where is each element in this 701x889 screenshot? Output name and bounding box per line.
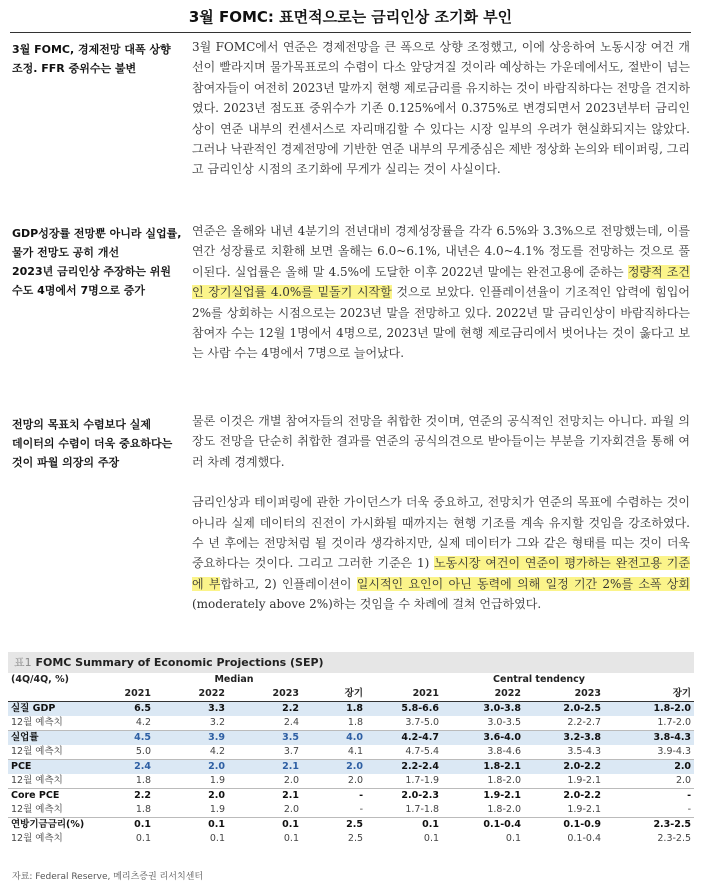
body-text: 금리인상과 테이퍼링에 관한 가이던스가 더욱 중요하고, 전망치가 연준의 목표에 수렴하는 것이 아니라 실제 데이터의 진전이 가시화될 때까지는 현행 기조를 계속 유지할 것임을 강조하였다. 수 년 후에는 전망처럼 될 것이라 생각하지만, 실제 데이터가 그와 같은 형태를 띠는 것이 더욱 중요하다는 것이다. 그리고 그러한 기준은 1) [192, 495, 690, 571]
highlighted-text: 정량적 조건인 장기실업률 4.0%를 밑돌기 시작할 [192, 264, 690, 300]
table-cell: 0.1 [384, 818, 442, 833]
table-cell: 2.2-2.4 [384, 760, 442, 775]
paragraph [192, 37, 690, 180]
body-text: 3월 FOMC에서 연준은 경제전망을 큰 폭으로 상향 조정했고, 이에 상응하여 노동시장 여건 개선이 빨라지며 물가목표로의 수렴이 다소 앞당겨질 것이라 예상하는 가운데에서도, 절반이 넘는 참여자들이 여전히 2023년 말까지 현행 제로금리를 유지하는 것이 바람직하다는 전망을 견지하였다. 2023년 점도표 중위수가 기존 0.125%에서 0.375%로 변경되면서 2023년부터 금리인상이 연준 내부의 컨센서스로 자리매김할 수 있다는 시장 일부의 우려가 현실화되지는 않았다. 그러나 낙관적인 경제전망에 기반한 연준 내부의 무게중심은 제반 정상화 논의와 테이퍼링, 그리고 금리인상 시점의 조기화에 무게가 실리는 것이 사실이다. [192, 40, 690, 177]
year-header: 2022 [442, 687, 524, 702]
table-cell: 0.1 [135, 833, 151, 844]
table-cell: 0.1 [154, 818, 228, 833]
table-cell: 4.2 [209, 746, 225, 757]
table-cell [366, 716, 384, 731]
table-cell [366, 774, 384, 789]
table-cell: 0.1-0.9 [524, 818, 604, 833]
table-cell: 1.7-1.9 [405, 775, 440, 786]
table-cell: 12월 예측치 [11, 717, 63, 728]
body-text: 연준은 올해와 내년 4분기의 전년대비 경제성장률을 각각 6.5%와 3.3%으로 전망했는데, 이를 연간 성장률로 치환해 보면 올해는 6.0~6.1%, 내년은 4.0~4.1% 정도를 전망하는 것으로 풀이된다. 실업률은 올해 말 4.5%에 도달한 이후 2022년 말에는 완전고용에 준하는 [192, 224, 690, 279]
highlighted-text: 노동시장 여건이 연준이 평가하는 완전고용 기준에 부 [192, 556, 690, 591]
table-cell [366, 818, 384, 833]
table-cell: 3.0-3.5 [487, 717, 522, 728]
table-cell: 4.2 [135, 717, 151, 728]
table-cell: 0.1 [505, 833, 522, 844]
table-row-prev-forecast [8, 832, 694, 846]
side-note-3 [12, 415, 182, 472]
table-header-years [8, 687, 694, 702]
table-cell [366, 789, 384, 804]
body-section-1 [192, 37, 690, 180]
table-cell: 5.0 [135, 746, 151, 757]
table-cell: 1.8 [135, 804, 151, 815]
table-row [8, 789, 694, 804]
table-row-prev-forecast [8, 745, 694, 760]
table-cell: 0.1 [209, 833, 225, 844]
table-cell: 0.1 [228, 818, 302, 833]
side-note-line: 전망의 목표치 수렴보다 실제 [12, 418, 151, 431]
table-row [8, 818, 694, 833]
table-cell: 1.8-2.1 [442, 760, 524, 775]
table-cell: 1.7-2.0 [657, 717, 692, 728]
table-cell: 4.7-5.4 [405, 746, 440, 757]
year-header: 2021 [384, 687, 442, 702]
table-cell: 2.0-2.2 [524, 760, 604, 775]
table-cell: 2.0 [604, 760, 694, 775]
table-cell: - [359, 804, 364, 815]
table-cell: 4.0 [302, 731, 366, 746]
side-note-line: 2023년 금리인상 주장하는 위원 [12, 265, 171, 278]
table-cell: 12월 예측치 [11, 804, 63, 815]
sep-table [8, 673, 694, 846]
table-cell [366, 832, 384, 846]
table-cell [366, 803, 384, 818]
table-cell: 실업률 [8, 731, 102, 746]
table-cell: 3.5-4.3 [567, 746, 602, 757]
table-cell: - [302, 789, 366, 804]
table-cell: 4.5 [102, 731, 154, 746]
table-cell: 3.3 [154, 702, 228, 717]
table-body [8, 702, 694, 847]
table-cell: 2.0 [675, 775, 692, 786]
central-tendency-header: Central tendency [493, 674, 586, 685]
table-cell: 2.0 [283, 804, 299, 815]
table-cell: PCE [8, 760, 102, 775]
table-cell: 2.0-2.5 [524, 702, 604, 717]
table-cell: 12월 예측치 [11, 746, 63, 757]
table-cell: 3.8-4.6 [487, 746, 522, 757]
body-text: (moderately above 2%)하는 것임을 수 차례에 걸쳐 언급하였다. [192, 597, 542, 612]
year-header: 2023 [228, 687, 302, 702]
table-cell: 0.1 [423, 833, 440, 844]
title-divider [10, 32, 691, 33]
table-row-prev-forecast [8, 774, 694, 789]
table-cell: 0.1-0.4 [567, 833, 602, 844]
sep-table-container [8, 652, 694, 846]
side-note-line: 조정. FFR 중위수는 불변 [12, 62, 137, 75]
table-cell: 3.2-3.8 [524, 731, 604, 746]
table-cell: 1.8 [135, 775, 151, 786]
table-cell: 4.1 [347, 746, 364, 757]
year-header: 2022 [154, 687, 228, 702]
page-title: 3월 FOMC: 표면적으로는 금리인상 조기화 부인 [188, 8, 513, 26]
table-number: 표1 [14, 656, 32, 669]
table-title [8, 652, 694, 673]
table-cell: 1.8 [347, 717, 364, 728]
table-cell: 1.9-2.1 [442, 789, 524, 804]
year-header: 2023 [524, 687, 604, 702]
table-row [8, 760, 694, 775]
table-cell: 2.3-2.5 [657, 833, 692, 844]
table-cell: 5.8-6.6 [384, 702, 442, 717]
table-cell: 0.1 [283, 833, 299, 844]
table-cell: 2.2 [102, 789, 154, 804]
side-note-line: GDP성장률 전망뿐 아니라 실업률, [12, 227, 182, 240]
table-cell: 2.5 [347, 833, 364, 844]
table-cell: 1.9-2.1 [567, 804, 602, 815]
side-note-line: 것이 파월 의장의 주장 [12, 456, 120, 469]
table-cell: 2.2 [228, 702, 302, 717]
table-cell [366, 731, 384, 746]
table-cell [366, 760, 384, 775]
table-cell [366, 745, 384, 760]
table-cell: 3.9-4.3 [657, 746, 692, 757]
table-cell: 0.1 [102, 818, 154, 833]
table-cell: 0.1-0.4 [442, 818, 524, 833]
table-cell: 2.0-2.3 [384, 789, 442, 804]
table-cell: Core PCE [8, 789, 102, 804]
body-section-3 [192, 411, 690, 615]
body-text: 물론 이것은 개별 참여자들의 전망을 취합한 것이며, 연준의 공식적인 전망치는 아니다. 파월 의장도 전망을 단순히 취합한 결과를 연준의 공식의견으로 받아들이는 부분을 기자회견을 통해 여러 차례 경계했다. [192, 414, 690, 469]
table-cell: 2.0 [283, 775, 299, 786]
table-cell: 2.0 [154, 760, 228, 775]
side-note-2 [12, 224, 182, 300]
year-header: 장기 [604, 687, 694, 702]
table-cell: 1.8-2.0 [604, 702, 694, 717]
median-header: Median [214, 674, 254, 685]
table-cell: 1.9 [209, 804, 225, 815]
table-cell: 3.0-3.8 [442, 702, 524, 717]
table-cell: 3.7-5.0 [405, 717, 440, 728]
table-cell: 2.2-2.7 [567, 717, 602, 728]
table-cell [366, 702, 384, 717]
source-note: 자료: Federal Reserve, 메리츠증권 리서치센터 [12, 872, 204, 882]
table-cell: 1.8-2.0 [487, 775, 522, 786]
unit-label: (4Q/4Q, %) [11, 674, 69, 685]
side-note-line: 수도 4명에서 7명으로 증가 [12, 284, 146, 297]
side-note-line: 데이터의 수렴이 더욱 중요하다는 [12, 437, 173, 450]
highlighted-text: 일시적인 요인이 아닌 동력에 의해 일정 기간 2%를 소폭 상회 [356, 576, 690, 591]
table-cell: - [687, 804, 692, 815]
side-note-1 [12, 40, 182, 78]
table-cell: 3.5 [228, 731, 302, 746]
table-cell: 2.3-2.5 [604, 818, 694, 833]
table-cell: 2.1 [228, 789, 302, 804]
body-section-2 [192, 221, 690, 364]
table-row-prev-forecast [8, 716, 694, 731]
table-cell: 3.7 [283, 746, 299, 757]
table-cell: 2.0 [347, 775, 364, 786]
table-cell: 1.9 [209, 775, 225, 786]
side-note-line: 3월 FOMC, 경제전망 대폭 상향 [12, 43, 171, 56]
table-cell: 연방기금금리(%) [8, 818, 102, 833]
body-text: 것으로 보았다. 인플레이션율이 기조적인 압력에 힘입어 2%를 상회하는 시점으로는 2023년 말을 전망하고 있다. 2022년 말 금리인상이 바람직하다는 참여자 수는 12월 1명에서 4명으로, 2023년 말에 현행 제로금리에서 벗어나는 것이 옳다고 보는 사람 수는 4명에서 7명으로 늘어났다. [192, 285, 690, 361]
table-row [8, 702, 694, 717]
paragraph [192, 492, 690, 614]
table-row-prev-forecast [8, 803, 694, 818]
table-cell: - [604, 789, 694, 804]
table-cell: 2.0 [302, 760, 366, 775]
table-header-groups [8, 673, 694, 687]
table-cell: 2.4 [283, 717, 299, 728]
table-cell: 12월 예측치 [11, 775, 63, 786]
table-cell: 1.8-2.0 [487, 804, 522, 815]
table-row [8, 731, 694, 746]
table-cell: 3.9 [154, 731, 228, 746]
table-title-text: FOMC Summary of Economic Projections (SEP) [35, 656, 324, 669]
year-header: 장기 [302, 687, 366, 702]
year-header: 2021 [102, 687, 154, 702]
table-cell: 12월 예측치 [11, 833, 63, 844]
table-cell: 3.8-4.3 [604, 731, 694, 746]
body-text: 합하고, 2) 인플레이션이 [220, 576, 357, 591]
table-cell: 1.8 [302, 702, 366, 717]
table-cell: 3.2 [209, 717, 225, 728]
table-cell: 4.2-4.7 [384, 731, 442, 746]
table-cell: 3.6-4.0 [442, 731, 524, 746]
table-cell: 2.0 [154, 789, 228, 804]
table-cell: 2.1 [228, 760, 302, 775]
table-cell: 실질 GDP [8, 702, 102, 717]
table-cell: 2.0-2.2 [524, 789, 604, 804]
paragraph [192, 411, 690, 472]
table-cell: 1.7-1.8 [405, 804, 440, 815]
table-cell: 2.5 [302, 818, 366, 833]
side-note-line: 물가 전망도 공히 개선 [12, 246, 120, 259]
table-cell: 2.4 [102, 760, 154, 775]
table-cell: 6.5 [102, 702, 154, 717]
paragraph [192, 221, 690, 364]
table-cell: 1.9-2.1 [567, 775, 602, 786]
